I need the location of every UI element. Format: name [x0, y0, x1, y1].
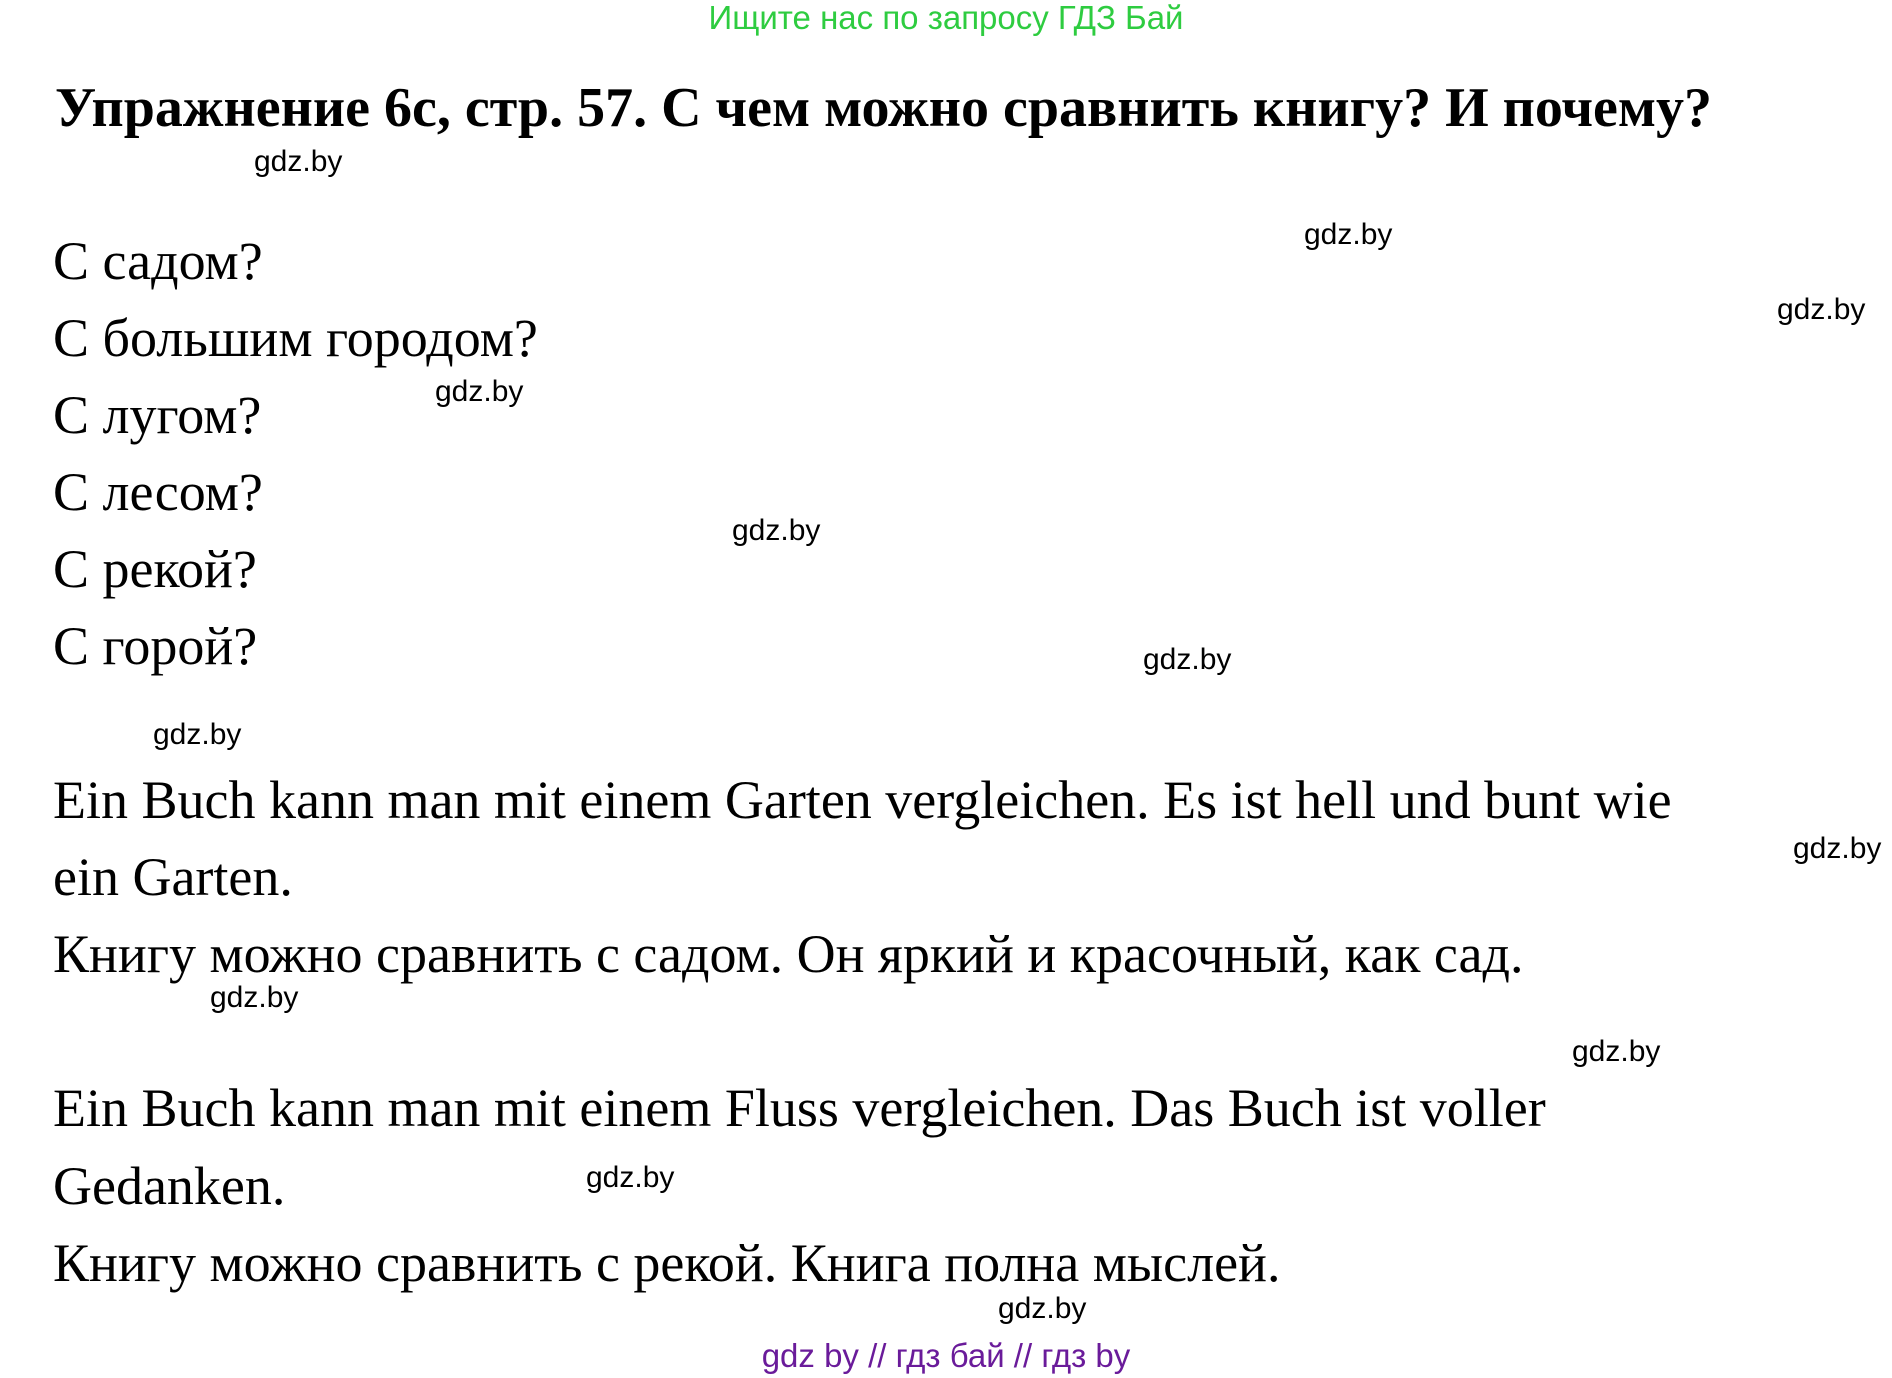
watermark: gdz.by: [1304, 218, 1393, 251]
watermark: gdz.by: [254, 145, 343, 178]
question-meadow: С лугом?: [53, 385, 262, 445]
question-garden: С садом?: [53, 231, 263, 291]
watermark: gdz.by: [153, 718, 242, 751]
exercise-title: Упражнение 6c, стр. 57. С чем можно сравнить книгу? И почему?: [55, 77, 1713, 139]
answer-garden-german-line1: Ein Buch kann man mit einem Garten vergleichen. Es ist hell und bunt wie: [53, 770, 1672, 830]
watermark: gdz.by: [732, 514, 821, 547]
top-banner: Ищите нас по запросу ГДЗ Бай: [708, 0, 1184, 36]
watermark: gdz.by: [1572, 1035, 1661, 1068]
question-mountain: С горой?: [53, 616, 258, 676]
question-river: С рекой?: [53, 539, 257, 599]
watermark: gdz.by: [998, 1292, 1087, 1325]
watermark: gdz.by: [210, 981, 299, 1014]
answer-garden-german-line2: ein Garten.: [53, 847, 293, 907]
question-big-city: С большим городом?: [53, 308, 538, 368]
answer-garden-russian: Книгу можно сравнить с садом. Он яркий и красочный, как сад.: [53, 924, 1524, 984]
answer-river-german-line2: Gedanken.: [53, 1156, 286, 1216]
watermark: gdz.by: [1793, 832, 1882, 865]
answer-river-russian: Книгу можно сравнить с рекой. Книга полна мыслей.: [53, 1233, 1281, 1293]
watermark: gdz.by: [1143, 643, 1232, 676]
question-forest: С лесом?: [53, 462, 263, 522]
footer-links: gdz by // гдз бай // гдз by: [761, 1337, 1131, 1374]
watermark: gdz.by: [1777, 293, 1866, 326]
answer-river-german-line1: Ein Buch kann man mit einem Fluss vergleichen. Das Buch ist voller: [53, 1078, 1546, 1138]
watermark: gdz.by: [586, 1161, 675, 1194]
watermark: gdz.by: [435, 375, 524, 408]
